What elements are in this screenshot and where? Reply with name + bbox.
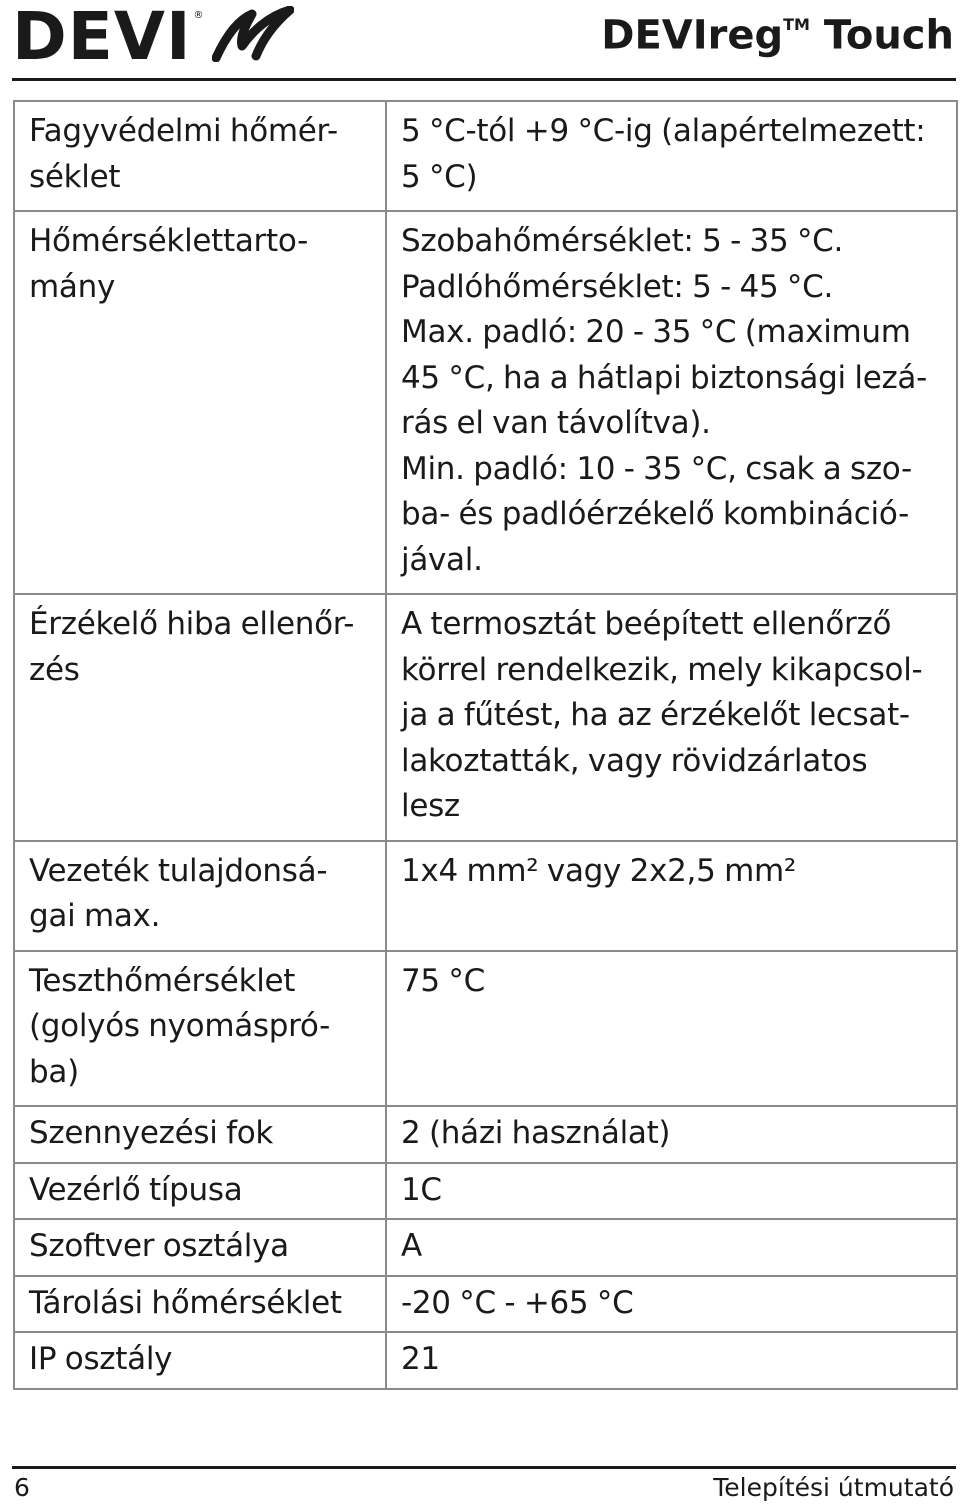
spec-value: Szobahőmérséklet: 5 - 35 °C. Padlóhőmérséklet: 5 - 45 °C. Max. padló: 20 - 35 °C (maximum 45 °C, ha a hátlapi biztonsági lezá- rás el van távolítva). Min. padló: 10 - 35 °C, csak a szo- ba- és padlóérzékelő kombináció- jával. — [386, 211, 957, 594]
table-row — [14, 1219, 957, 1276]
trademark-mark: TM — [783, 15, 810, 34]
spec-value: A termosztát beépített ellenőrző körrel rendelkezik, mely kikapcsol- ja a fűtést, ha az érzékelőt lecsat- lakoztatták, vagy rövidzárlatos lesz — [386, 594, 957, 841]
table-row — [14, 1332, 957, 1389]
spec-label: Hőmérséklettarto- mány — [14, 211, 386, 594]
table-row — [14, 841, 957, 951]
spec-label: Vezeték tulajdonsá- gai max. — [14, 841, 386, 951]
spec-value: -20 °C - +65 °C — [386, 1276, 957, 1333]
spec-value: 2 (házi használat) — [386, 1106, 957, 1163]
product-name: DEVIreg — [601, 12, 784, 59]
product-title — [601, 4, 954, 60]
spec-value: 21 — [386, 1332, 957, 1389]
specifications-table — [13, 100, 958, 1390]
spec-label: Vezérlő típusa — [14, 1163, 386, 1220]
table-row — [14, 211, 957, 594]
spec-value: 1x4 mm² vagy 2x2,5 mm² — [386, 841, 957, 951]
header-divider — [12, 78, 956, 81]
footer-divider — [12, 1466, 956, 1469]
spec-value: A — [386, 1219, 957, 1276]
spec-label: Szoftver osztálya — [14, 1219, 386, 1276]
spec-label: Teszthőmérséklet (golyós nyomáspró- ba) — [14, 951, 386, 1107]
spec-label: Szennyezési fok — [14, 1106, 386, 1163]
table-row — [14, 1163, 957, 1220]
document-title: Telepítési útmutató — [713, 1473, 954, 1502]
spec-value: 5 °C-tól +9 °C-ig (alapértelmezett: 5 °C) — [386, 101, 957, 211]
spec-label: IP osztály — [14, 1332, 386, 1389]
spec-value: 1C — [386, 1163, 957, 1220]
product-suffix: Touch — [823, 12, 954, 59]
spec-label: Tárolási hőmérséklet — [14, 1276, 386, 1333]
devi-logo — [12, 0, 294, 75]
page-number: 6 — [14, 1473, 30, 1502]
brand-name: DEVI — [12, 0, 192, 75]
table-row — [14, 594, 957, 841]
spec-label: Fagyvédelmi hőmér- séklet — [14, 101, 386, 211]
table-row — [14, 1276, 957, 1333]
spec-value: 75 °C — [386, 951, 957, 1107]
table-row — [14, 1106, 957, 1163]
devi-wave-icon — [212, 6, 294, 62]
spec-label: Érzékelő hiba ellenőr- zés — [14, 594, 386, 841]
table-row — [14, 101, 957, 211]
brand-registered-mark: ® — [193, 10, 204, 21]
table-row — [14, 951, 957, 1107]
